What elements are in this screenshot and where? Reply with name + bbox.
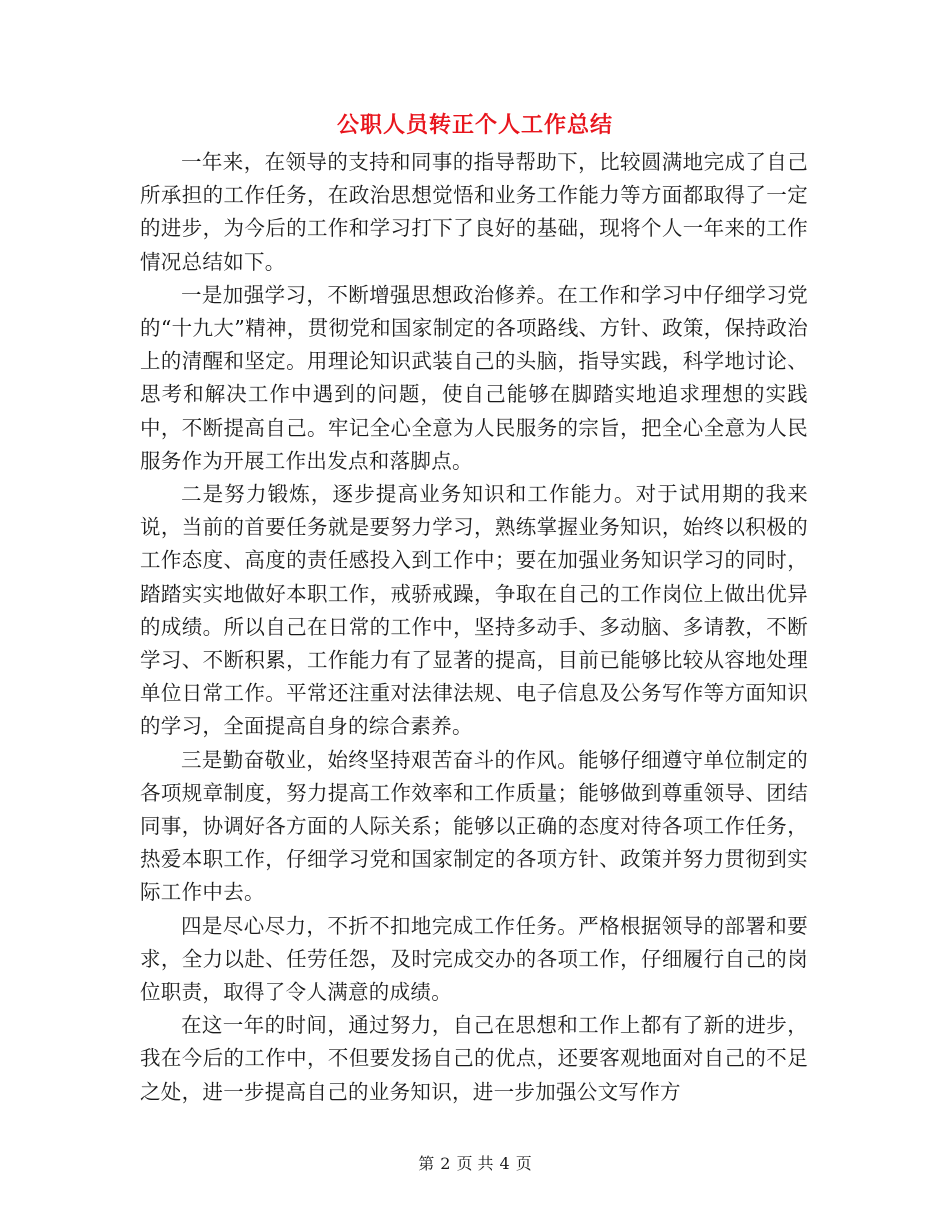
page-label-prefix: 第: [418, 1154, 435, 1173]
paragraph-point-4: 四是尽心尽力，不折不扣地完成工作任务。严格根据领导的部署和要求，全力以赴、任劳任怨，及时完成交办的各项工作，仔细履行自己的岗位职责，取得了令人满意的成绩。: [140, 913, 808, 1005]
paragraph-conclusion: 在这一年的时间，通过努力，自己在思想和工作上都有了新的进步，我在今后的工作中，不但要发扬自己的优点，还要客观地面对自己的不足之处，进一步提高自己的业务知识，进一步加强公文写作方: [140, 1013, 808, 1104]
page-label-suffix: 页: [515, 1154, 532, 1173]
paragraph-point-2: 二是努力锻炼，逐步提高业务知识和工作能力。对于试用期的我来说，当前的首要任务就是要努力学习，熟练掌握业务知识，始终以积极的工作态度、高度的责任感投入到工作中；要在加强业务知识学习的同时，踏踏实实地做好本职工作，戒骄戒躁，争取在自己的工作岗位上做出优异的成绩。所以自己在日常的工作中，坚持多动手、多动脑、多请教，不断学习、不断积累，工作能力有了显著的提高，目前已能够比较从容地处理单位日常工作。平常还注重对法律法规、电子信息及公务写作等方面知识的学习，全面提高自身的综合素养。: [140, 482, 808, 739]
page-footer: [0, 1152, 950, 1176]
current-page-number: 2: [440, 1154, 451, 1173]
document-title: 公职人员转正个人工作总结: [336, 112, 613, 138]
paragraph-point-3: 三是勤奋敬业，始终坚持艰苦奋斗的作风。能够仔细遵守单位制定的各项规章制度，努力提高工作效率和工作质量；能够做到尊重领导、团结同事，协调好各方面的人际关系；能够以正确的态度对待各项工作任务，热爱本职工作，仔细学习党和国家制定的各项方针、政策并努力贯彻到实际工作中去。: [140, 747, 808, 905]
paragraph-intro: 一年来，在领导的支持和同事的指导帮助下，比较圆满地完成了自己所承担的工作任务，在政治思想觉悟和业务工作能力等方面都取得了一定的进步，为今后的工作和学习打下了良好的基础，现将个人一年来的工作情况总结如下。: [140, 150, 808, 274]
total-pages-number: 4: [499, 1154, 510, 1173]
page-label-mid: 页 共: [456, 1154, 494, 1173]
document-body: [140, 146, 808, 1109]
paragraph-point-1: 一是加强学习，不断增强思想政治修养。在工作和学习中仔细学习党的“十九大”精神，贯彻党和国家制定的各项路线、方针、政策，保持政治上的清醒和坚定。用理论知识武装自己的头脑，指导实践，科学地讨论、思考和解决工作中遇到的问题，使自己能够在脚踏实地追求理想的实践中，不断提高自己。牢记全心全意为人民服务的宗旨，把全心全意为人民服务作为开展工作出发点和落脚点。: [140, 282, 808, 473]
